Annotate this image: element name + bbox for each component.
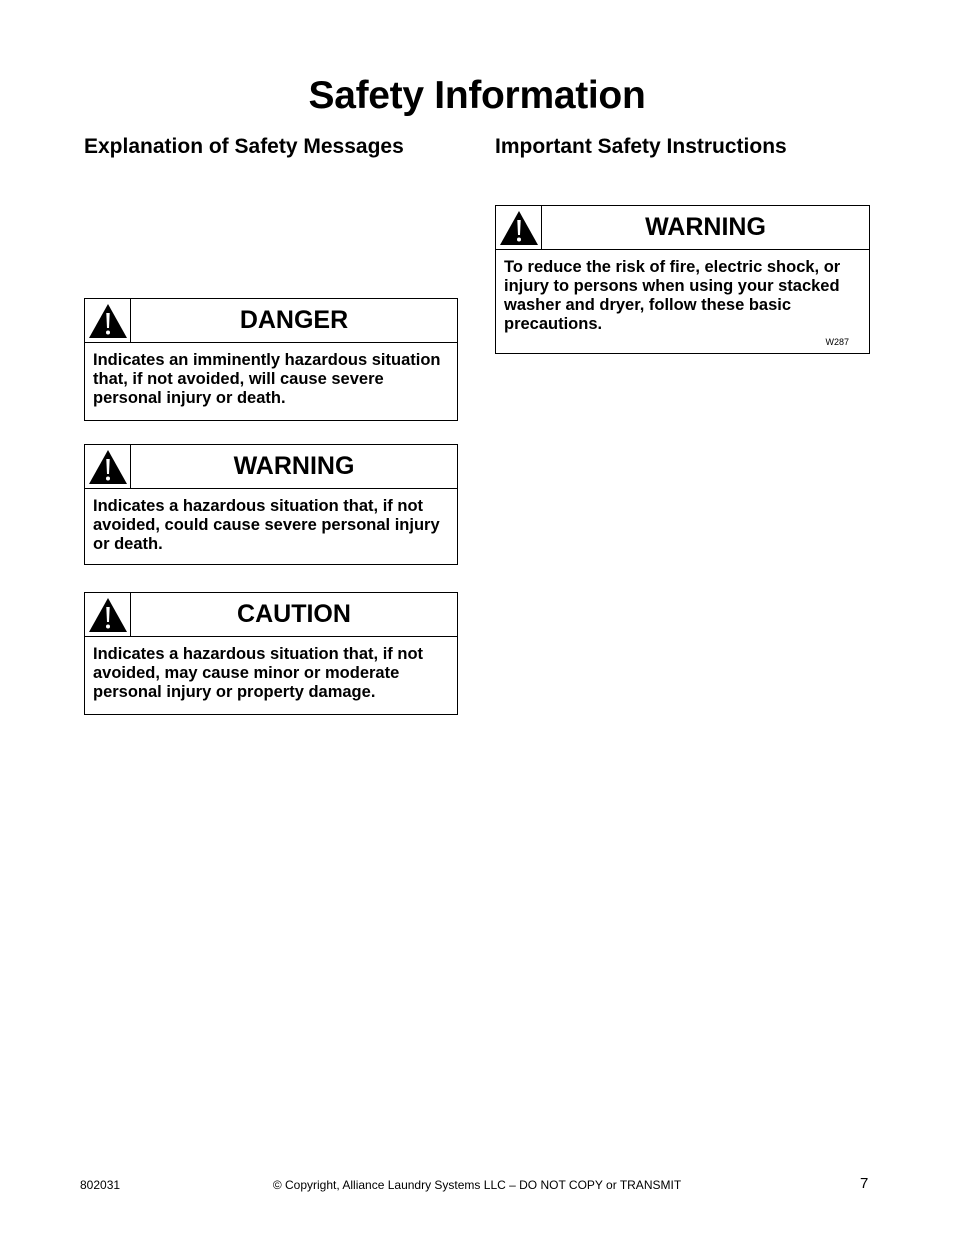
warning-triangle-icon bbox=[85, 445, 131, 488]
warning-message-box bbox=[84, 444, 458, 565]
instructions-body bbox=[496, 250, 869, 353]
caution-description: Indicates a hazardous situation that, if not avoided, may cause minor or moderate personal injury or property damage. bbox=[93, 645, 424, 701]
section-heading-instructions: Important Safety Instructions bbox=[495, 135, 787, 158]
caution-box-header bbox=[85, 593, 457, 637]
page-title: Safety Information bbox=[308, 74, 646, 117]
danger-description: Indicates an imminently hazardous situation that, if not avoided, will cause severe personal injury or death. bbox=[93, 351, 441, 407]
warning-description: Indicates a hazardous situation that, if not avoided, could cause severe personal injury or death. bbox=[93, 497, 440, 553]
warning-triangle-icon bbox=[85, 593, 131, 636]
footer-copyright: © Copyright, Alliance Laundry Systems LLC – DO NOT COPY or TRANSMIT bbox=[272, 1178, 682, 1192]
danger-signal-word: DANGER bbox=[239, 306, 349, 334]
instructions-signal-word: WARNING bbox=[645, 213, 766, 241]
warning-code: W287 bbox=[825, 337, 849, 347]
footer-doc-number: 802031 bbox=[80, 1178, 121, 1192]
instructions-description: To reduce the risk of fire, electric shock, or injury to persons when using your stacked washer and dryer, follow these basic precautions. bbox=[504, 258, 841, 333]
warning-signal-word: WARNING bbox=[233, 452, 355, 480]
warning-box-header bbox=[85, 445, 457, 489]
danger-message-box bbox=[84, 298, 458, 421]
footer-page-number: 7 bbox=[860, 1175, 869, 1192]
caution-message-box bbox=[84, 592, 458, 715]
caution-signal-word: CAUTION bbox=[237, 600, 351, 628]
warning-triangle-icon bbox=[496, 206, 542, 249]
section-heading-explanation: Explanation of Safety Messages bbox=[84, 135, 404, 158]
danger-box-header bbox=[85, 299, 457, 343]
instructions-warning-box bbox=[495, 205, 870, 354]
instructions-box-header bbox=[496, 206, 869, 250]
warning-triangle-icon bbox=[85, 299, 131, 342]
